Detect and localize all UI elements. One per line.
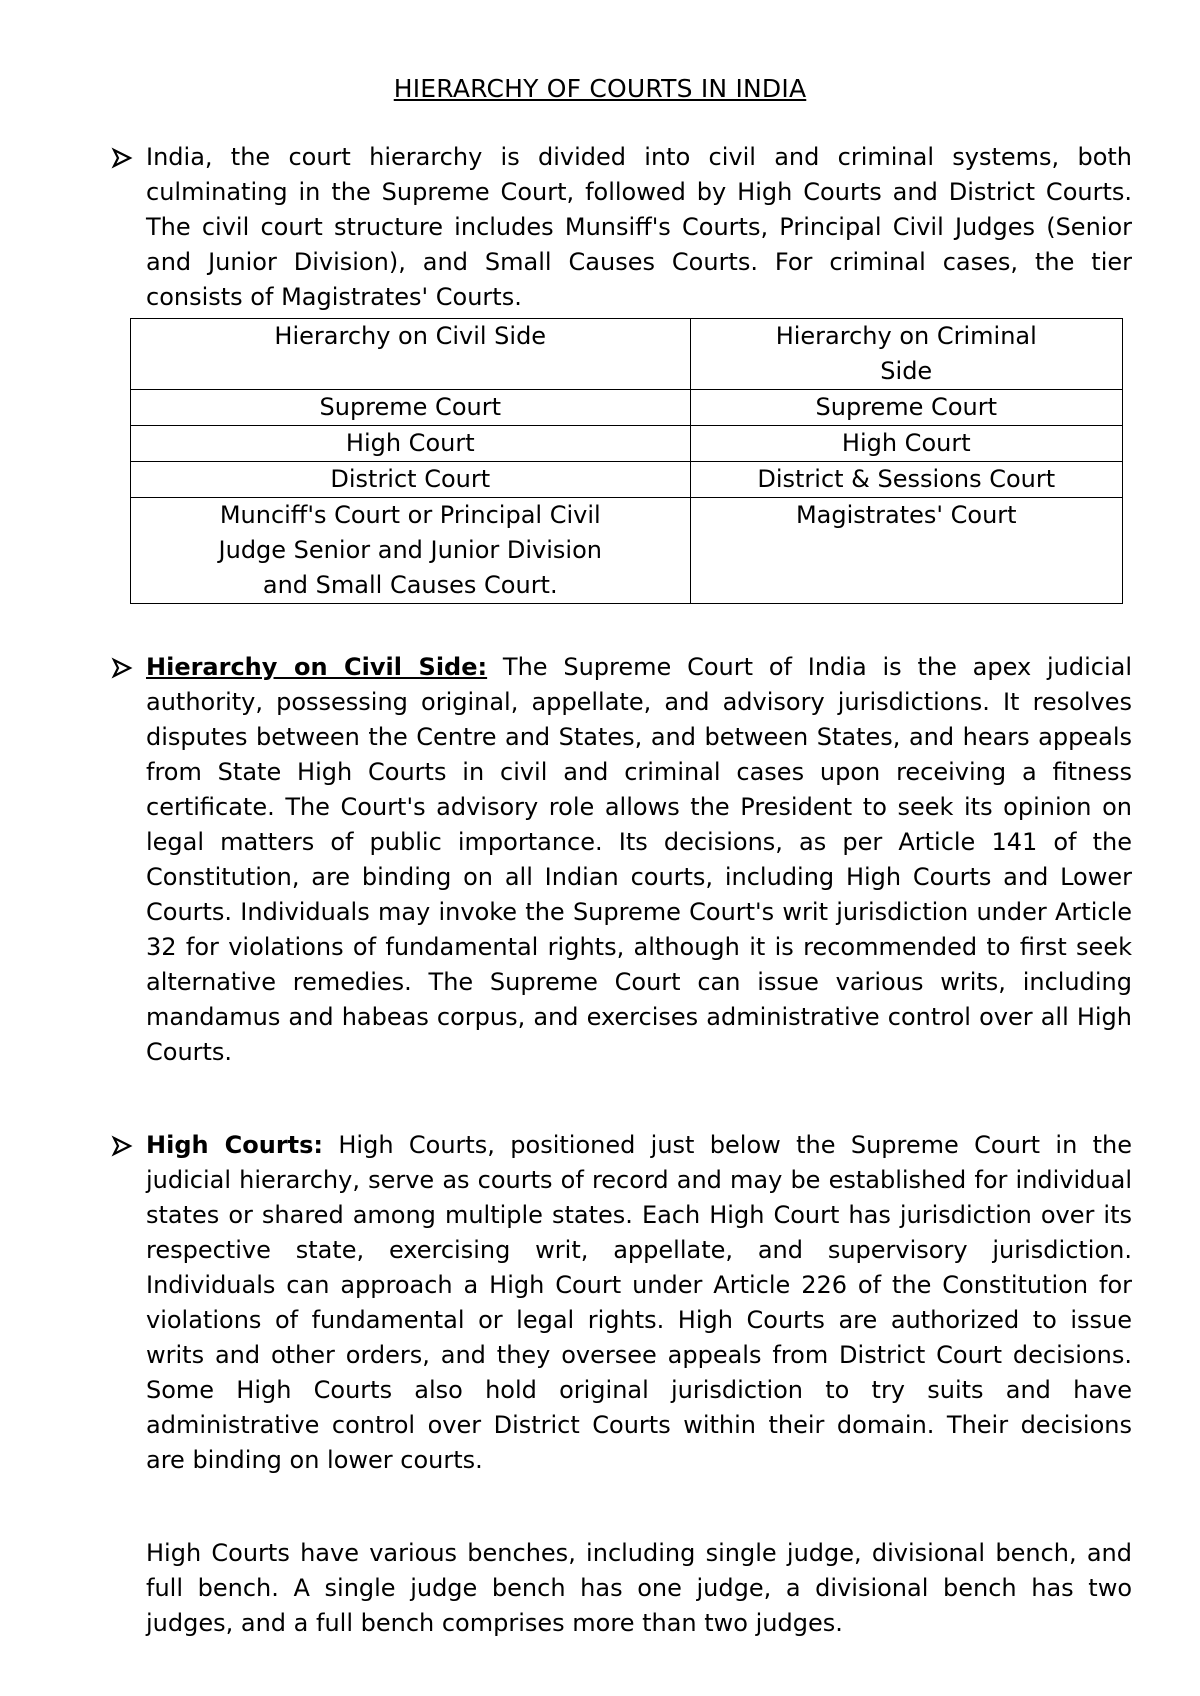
table-header-row — [131, 319, 1123, 390]
intro-paragraph: India, the court hierarchy is divided into civil and criminal systems, both culminating in the Supreme Court, followed by High Courts and District Courts. The civil court structure includes Munsiff's Courts, Principal Civil Judges (Senior and Junior Division), and Small Causes Courts. For criminal cases, the tier consists of Magistrates' Courts. — [146, 143, 1132, 311]
section-body: High Courts, positioned just below the Supreme Court in the judicial hierarchy, serve as courts of record and may be established for individual states or shared among multiple states. Each High Court has jurisdiction over its respective state, exercising writ, appellate, and supervisory jurisdiction. Individuals can approach a High Court under Article 226 of the Constitution for violations of fundamental or legal rights. High Courts are authorized to issue writs and other orders, and they oversee appeals from District Court decisions. Some High Courts also hold original jurisdiction to try suits and have administrative control over District Courts within their domain. Their decisions are binding on lower courts. — [146, 1131, 1133, 1474]
table-cell-civil: Supreme Court — [131, 390, 691, 426]
table-header-civil: Hierarchy on Civil Side — [131, 319, 691, 390]
table-cell-civil: District Court — [131, 462, 691, 498]
closing-paragraph: High Courts have various benches, including single judge, divisional bench, and full bench. A single judge bench has one judge, a divisional bench has two judges, and a full bench comprises more than two judges. — [146, 1539, 1132, 1637]
section-heading: Hierarchy on Civil Side: — [146, 653, 488, 681]
table-row — [131, 498, 1123, 604]
arrow-bullet-icon — [110, 146, 134, 170]
table-row — [131, 390, 1123, 426]
table-header-criminal: Hierarchy on Criminal Side — [690, 319, 1122, 390]
arrow-bullet-icon — [110, 656, 134, 680]
section-heading: High Courts: — [146, 1131, 324, 1159]
court-hierarchy-table — [130, 318, 1123, 604]
page-title: HIERARCHY OF COURTS IN INDIA — [393, 74, 807, 103]
civil-side-paragraph — [146, 650, 1132, 1070]
table-cell-criminal: Supreme Court — [690, 390, 1122, 426]
table-row — [131, 462, 1123, 498]
section-body: The Supreme Court of India is the apex judicial authority, possessing original, appellate, and advisory jurisdictions. It resolves disputes between the Centre and States, and between States, and hears appeals from State High Courts in civil and criminal cases upon receiving a fitness certificate. The Court's advisory role allows the President to seek its opinion on legal matters of public importance. Its decisions, as per Article 141 of the Constitution, are binding on all Indian courts, including High Courts and Lower Courts. Individuals may invoke the Supreme Court's writ jurisdiction under Article 32 for violations of fundamental rights, although it is recommended to first seek alternative remedies. The Supreme Court can issue various writs, including mandamus and habeas corpus, and exercises administrative control over all High Courts. — [146, 653, 1132, 1066]
table-cell-criminal: District & Sessions Court — [690, 462, 1122, 498]
table-row — [131, 426, 1123, 462]
table-cell-criminal: High Court — [690, 426, 1122, 462]
table-cell-civil: High Court — [131, 426, 691, 462]
arrow-bullet-icon — [110, 1134, 134, 1158]
table-cell-civil: Munciff's Court or Principal Civil Judge Senior and Junior Division and Small Causes Court. — [131, 498, 691, 604]
table-cell-criminal: Magistrates' Court — [690, 498, 1122, 604]
high-courts-paragraph — [146, 1128, 1132, 1478]
